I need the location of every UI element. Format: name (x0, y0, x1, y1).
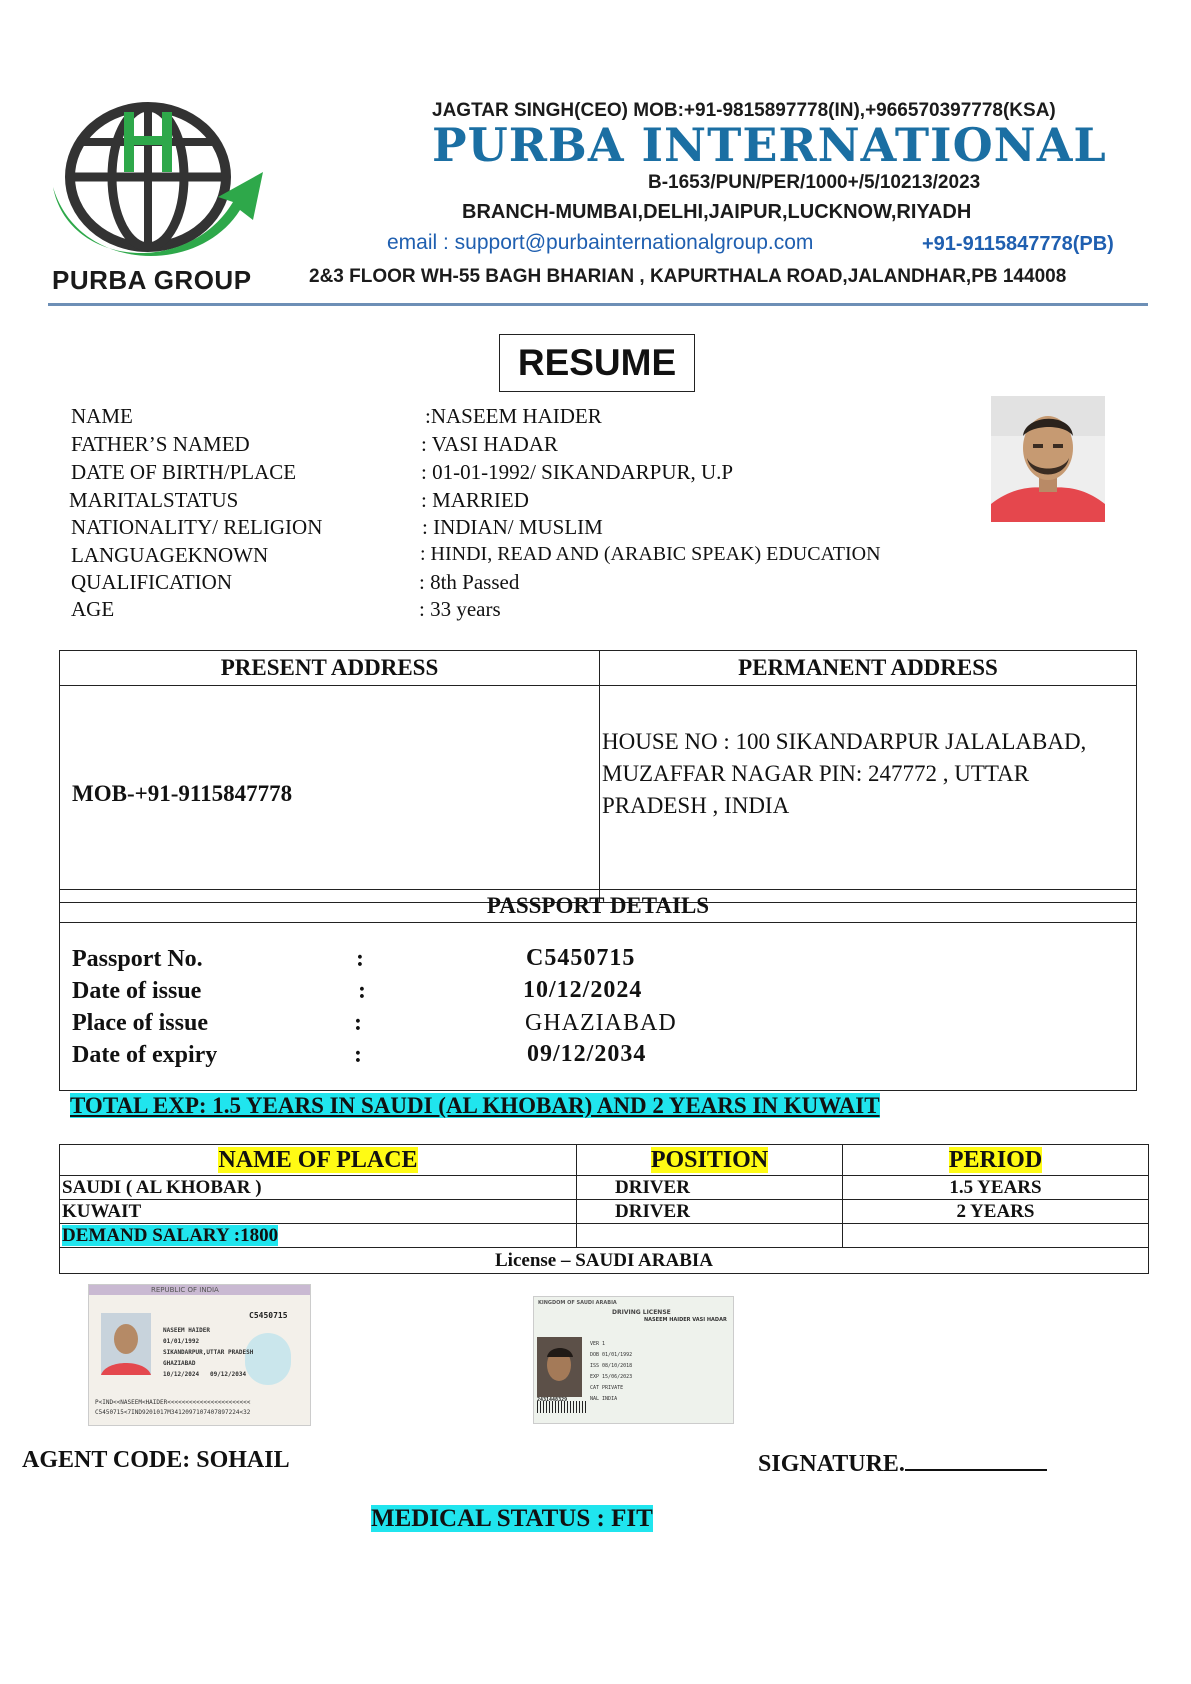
label-age: AGE (71, 597, 115, 621)
passport-mrz: P<IND<<NASEEM<HAIDER<<<<<<<<<<<<<<<<<<<<<<< C5450715<7IND9201017M3412097107407897224<32 (95, 1399, 251, 1416)
passport-fields: NASEEM HAIDER 01/01/1992 SIKANDARPUR,UTTAR PRADESH GHAZIABAD 10/12/2024 09/12/2034 (163, 1327, 254, 1378)
label-nationality: NATIONALITY/ RELIGION (71, 515, 323, 539)
permanent-line: MUZAFFAR NAGAR PIN: 247772 , UTTAR (602, 761, 1030, 786)
branch-list: BRANCH-MUMBAI,DELHI,JAIPUR,LUCKNOW,RIYADH (462, 201, 972, 223)
value-nationality: : INDIAN/ MUSLIM (422, 515, 603, 539)
total-experience (70, 1093, 880, 1119)
license-cell: License – SAUDI ARABIA (60, 1248, 1149, 1274)
license-id: 2431448329 (537, 1397, 568, 1403)
passport-scan-number: C5450715 (249, 1311, 288, 1320)
value-marital: : MARRIED (421, 488, 529, 512)
label-dob: DATE OF BIRTH/PLACE (71, 460, 297, 484)
table-row (60, 1176, 1149, 1200)
company-name: PURBA INTERNATIONAL (432, 118, 1107, 172)
present-address-cell (60, 686, 600, 903)
position-column-header: POSITION (577, 1145, 843, 1176)
resume-title: RESUME (499, 334, 695, 392)
label-father: FATHER’S NAMED (71, 432, 250, 456)
passport-details-box (59, 889, 1137, 1091)
total-experience-text: TOTAL EXP: 1.5 YEARS IN SAUDI (AL KHOBAR) AND 2 YEARS IN KUWAIT (70, 1093, 880, 1118)
office-address: 2&3 FLOOR WH-55 BAGH BHARIAN , KAPURTHALA ROAD,JALANDHAR,PB 144008 (309, 266, 1067, 287)
date-of-issue-label: Date of issue (72, 978, 202, 1004)
label-name: NAME (71, 404, 133, 428)
medical-status (371, 1505, 653, 1533)
present-mobile: MOB-+91-9115847778 (72, 781, 293, 806)
pb-phone: +91-9115847778(PB) (922, 233, 1114, 255)
value-age: : 33 years (419, 597, 501, 621)
demand-salary: DEMAND SALARY :1800 (62, 1224, 279, 1246)
passport-photo (101, 1313, 151, 1375)
position-cell: DRIVER (577, 1176, 843, 1200)
place-cell: SAUDI ( AL KHOBAR ) (60, 1176, 577, 1200)
place-of-issue-label: Place of issue (72, 1010, 208, 1036)
place-column-header: NAME OF PLACE (60, 1145, 577, 1176)
date-of-issue-value: 10/12/2024 (523, 977, 643, 1003)
label-language: LANGUAGEKNOWN (71, 543, 269, 567)
work-experience-table (59, 1144, 1149, 1274)
salary-cell (60, 1224, 577, 1248)
passport-no-value: C5450715 (526, 945, 636, 971)
group-name: PURBA GROUP (52, 265, 252, 295)
passport-details-header: PASSPORT DETAILS (60, 890, 1136, 923)
license-photo (537, 1337, 582, 1397)
period-column-header: PERIOD (843, 1145, 1149, 1176)
passport-country: REPUBLIC OF INDIA (151, 1286, 219, 1294)
place-of-issue-sep: : (354, 1010, 362, 1036)
email-line: email : support@purbainternationalgroup.com (387, 231, 814, 254)
signature-line (905, 1447, 1047, 1471)
permanent-address-cell (600, 686, 1137, 903)
place-of-issue-value: GHAZIABAD (525, 1010, 677, 1036)
license-holder: NASEEM HAIDER VASI HADAR (644, 1317, 727, 1323)
signature-field (758, 1447, 1047, 1478)
license-number: B-1653/PUN/PER/1000+/5/10213/2023 (648, 172, 981, 193)
label-qualification: QUALIFICATION (71, 570, 232, 594)
label-marital: MARITALSTATUS (69, 488, 239, 512)
globe-arrow-logo-icon (48, 92, 273, 272)
passport-scan (88, 1284, 311, 1426)
period-cell: 1.5 YEARS (843, 1176, 1149, 1200)
address-table (59, 650, 1137, 903)
license-country: KINGDOM OF SAUDI ARABIA (538, 1300, 617, 1306)
candidate-photo (991, 396, 1105, 522)
permanent-line: PRADESH , INDIA (602, 793, 790, 818)
position-cell: DRIVER (577, 1200, 843, 1224)
header-divider (48, 303, 1148, 306)
value-language: : HINDI, READ AND (ARABIC SPEAK) EDUCATION (420, 543, 881, 565)
value-dob: : 01-01-1992/ SIKANDARPUR, U.P (421, 460, 734, 484)
signature-label: SIGNATURE. (758, 1451, 905, 1477)
value-name: :NASEEM HAIDER (425, 404, 602, 428)
permanent-address-header: PERMANENT ADDRESS (600, 651, 1137, 686)
value-father: : VASI HADAR (421, 432, 558, 456)
medical-status-text: MEDICAL STATUS : FIT (371, 1505, 653, 1532)
date-of-expiry-value: 09/12/2034 (527, 1041, 647, 1067)
passport-no-label: Passport No. (72, 946, 203, 972)
license-title: DRIVING LICENSE (612, 1309, 671, 1316)
date-of-expiry-sep: : (354, 1042, 362, 1068)
period-cell: 2 YEARS (843, 1200, 1149, 1224)
empty-cell (577, 1224, 843, 1248)
place-cell: KUWAIT (60, 1200, 577, 1224)
empty-cell (843, 1224, 1149, 1248)
passport-no-sep: : (356, 946, 364, 972)
table-row (60, 1248, 1149, 1274)
date-of-issue-sep: : (358, 978, 366, 1004)
ceo-contact-line: JAGTAR SINGH(CEO) MOB:+91-9815897778(IN),+966570397778(KSA) (432, 100, 1056, 121)
permanent-line: HOUSE NO : 100 SIKANDARPUR JALALABAD, (602, 729, 1087, 754)
license-fields: VER 1 DOB 01/01/1992 ISS 08/10/2018 EXP 15/06/2023 CAT PRIVATE NAL INDIA (590, 1341, 633, 1402)
table-row (60, 1224, 1149, 1248)
value-qualification: : 8th Passed (419, 570, 520, 594)
date-of-expiry-label: Date of expiry (72, 1042, 218, 1068)
agent-code: AGENT CODE: SOHAIL (22, 1447, 290, 1473)
table-row (60, 1200, 1149, 1224)
present-address-header: PRESENT ADDRESS (60, 651, 600, 686)
driving-license-scan (533, 1296, 734, 1424)
